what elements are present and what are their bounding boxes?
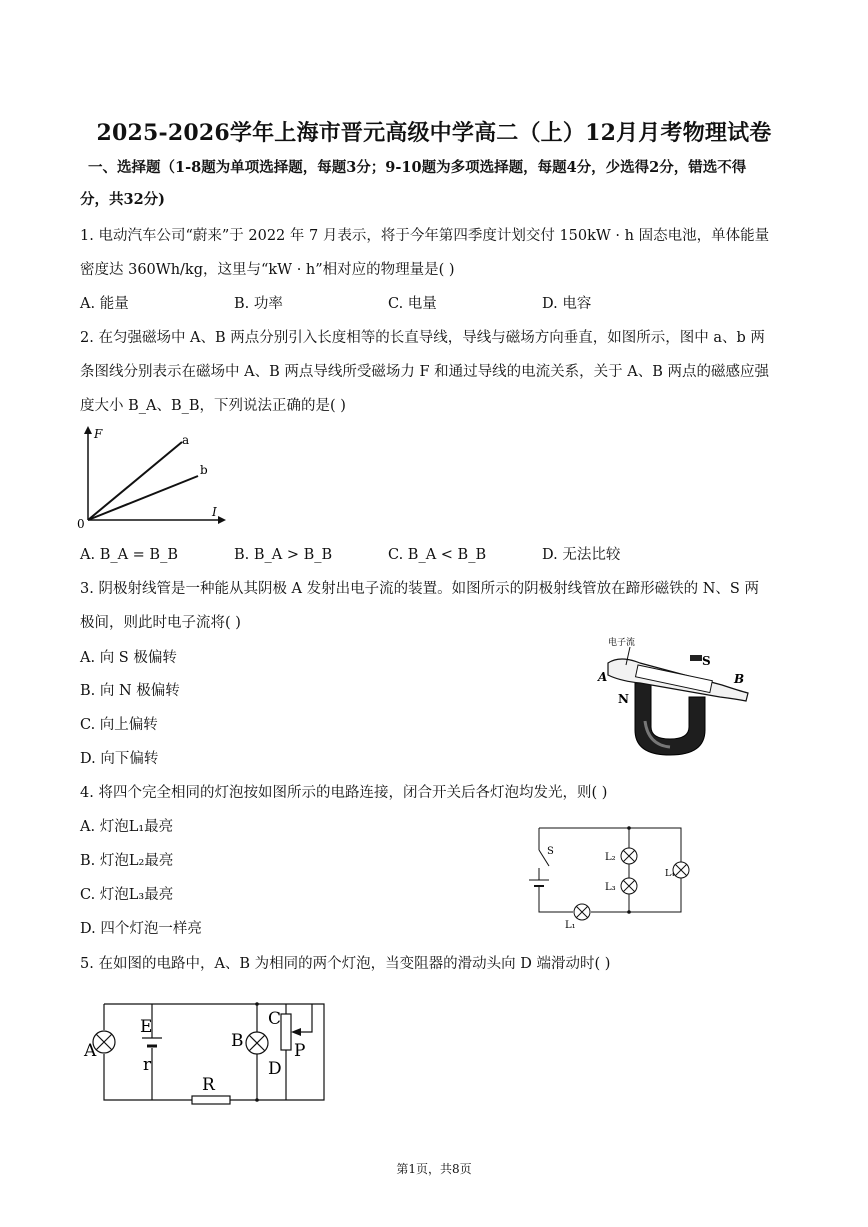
q1-option-a: A. 能量 xyxy=(80,296,129,312)
pole-s-label: S xyxy=(702,654,711,668)
anode-label: B xyxy=(734,672,745,686)
q4-wire-left-bottom xyxy=(539,886,573,912)
q4-switch-label: S xyxy=(547,846,554,857)
q2-line-b xyxy=(88,476,198,520)
q4-l2-label: L₂ xyxy=(605,852,616,863)
q2-x-arrow xyxy=(218,516,226,524)
q3-cathode-tube-figure xyxy=(590,635,760,760)
lamp-a-cross xyxy=(96,1034,112,1050)
q5-lamp-a-label: A xyxy=(84,1041,97,1061)
page-footer: 第1页，共8页 xyxy=(396,1162,472,1176)
q4-option-b: B. 灯泡L₂最亮 xyxy=(80,853,174,869)
q5-junction-bottom xyxy=(255,1098,259,1102)
beam-label: 电子流 xyxy=(608,638,636,648)
cathode-label: A xyxy=(598,670,608,684)
q5-resistor-label: R xyxy=(202,1075,215,1095)
q4-line1: 4. 将四个完全相同的灯泡按如图所示的电路连接，闭合开关后各灯泡均发光，则( ) xyxy=(80,785,608,801)
q2-x-label: I xyxy=(212,505,217,519)
q4-option-c: C. 灯泡L₃最亮 xyxy=(80,887,174,903)
pole-s-block xyxy=(690,655,702,661)
q5-internal-r-label: r xyxy=(143,1055,152,1075)
q5-junction-top xyxy=(255,1002,259,1006)
q1-line1: 1. 电动汽车公司“蔚来”于 2022 年 7 月表示，将于今年第四季度计划交付 150kW · h 固态电池，单体能量 xyxy=(80,228,770,244)
lamp-b-cross xyxy=(249,1035,265,1051)
q5-end-d-label: D xyxy=(268,1059,282,1079)
q4-option-d: D. 四个灯泡一样亮 xyxy=(80,921,202,937)
q3-option-c: C. 向上偏转 xyxy=(80,717,158,733)
q4-circuit-figure xyxy=(525,820,690,930)
section-header-line1: 一、选择题（1-8题为单项选择题，每题3分；9-10题为多项选择题，每题4分，少选得2分，错选不得 xyxy=(88,159,747,176)
q2-a-label: a xyxy=(182,433,190,447)
page-title: 2025-2026学年上海市晋元高级中学高二（上）12月月考物理试卷 xyxy=(96,120,772,146)
q1-line2: 密度达 360Wh/kg，这里与“kW · h”相对应的物理量是( ) xyxy=(80,262,455,278)
lamp-l1-cross xyxy=(576,906,588,918)
q1-options xyxy=(80,294,696,314)
q4-junction-top xyxy=(627,826,631,830)
q5-line1: 5. 在如图的电路中，A、B 为相同的两个灯泡，当变阻器的滑动头向 D 端滑动时( ) xyxy=(80,956,611,972)
q3-option-d: D. 向下偏转 xyxy=(80,751,159,767)
q2-graph xyxy=(74,424,234,534)
q5-lamp-b-label: B xyxy=(231,1031,244,1051)
q2-option-c: C. B_A < B_B xyxy=(388,547,487,563)
q3-line2: 极间，则此时电子流将( ) xyxy=(80,615,241,631)
q2-option-d: D. 无法比较 xyxy=(542,547,621,563)
q2-option-b: B. B_A > B_B xyxy=(234,547,333,563)
horseshoe-magnet xyxy=(635,683,705,755)
q4-option-a: A. 灯泡L₁最亮 xyxy=(80,819,174,835)
q1-option-c: C. 电量 xyxy=(388,296,437,312)
q3-option-b: B. 向 N 极偏转 xyxy=(80,683,180,699)
lamp-l2-cross xyxy=(623,850,635,862)
q2-line2: 条图线分别表示在磁场中 A、B 两点导线所受磁场力 F 和通过导线的电流关系，关于 A、B 两点的磁感应强 xyxy=(80,364,769,380)
q3-option-a: A. 向 S 极偏转 xyxy=(80,650,177,666)
q2-origin-label: 0 xyxy=(77,517,85,531)
q5-wire-slider xyxy=(300,1004,312,1032)
q5-slider-p-label: P xyxy=(294,1041,306,1061)
q5-end-c-label: C xyxy=(268,1009,282,1029)
q2-y-label: F xyxy=(94,427,103,441)
q3-line1: 3. 阴极射线管是一种能从其阴极 A 发射出电子流的装置。如图所示的阴极射线管放在蹄形磁铁的 N、S 两 xyxy=(80,581,759,597)
q1-option-d: D. 电容 xyxy=(542,296,592,312)
lamp-l3-cross xyxy=(623,880,635,892)
q2-option-a: A. B_A = B_B xyxy=(80,547,178,563)
rheostat-icon xyxy=(281,1014,291,1050)
q2-b-label: b xyxy=(200,463,208,477)
q2-y-arrow xyxy=(84,426,92,434)
pole-n-label: N xyxy=(618,692,629,706)
q5-emf-label: E xyxy=(140,1017,153,1037)
q1-option-b: B. 功率 xyxy=(234,296,283,312)
q2-line-a xyxy=(88,442,182,520)
q4-l4-label: L₄ xyxy=(665,869,675,879)
q2-line3: 度大小 B_A、B_B，下列说法正确的是( ) xyxy=(80,398,346,414)
q4-l3-label: L₃ xyxy=(605,882,616,893)
q2-options xyxy=(80,545,696,565)
q4-l1-label: L₁ xyxy=(565,920,576,930)
slider-arrow-icon xyxy=(291,1028,301,1036)
q5-circuit-figure xyxy=(80,994,340,1112)
q2-line1: 2. 在匀强磁场中 A、B 两点分别引入长度相等的长直导线，导线与磁场方向垂直，如图所示，图中 a、b 两 xyxy=(80,330,765,346)
resistor-r-icon xyxy=(192,1096,230,1104)
q4-junction-bottom xyxy=(627,910,631,914)
section-header-line2: 分，共32分) xyxy=(80,191,166,208)
q4-wire-outer xyxy=(539,828,681,912)
